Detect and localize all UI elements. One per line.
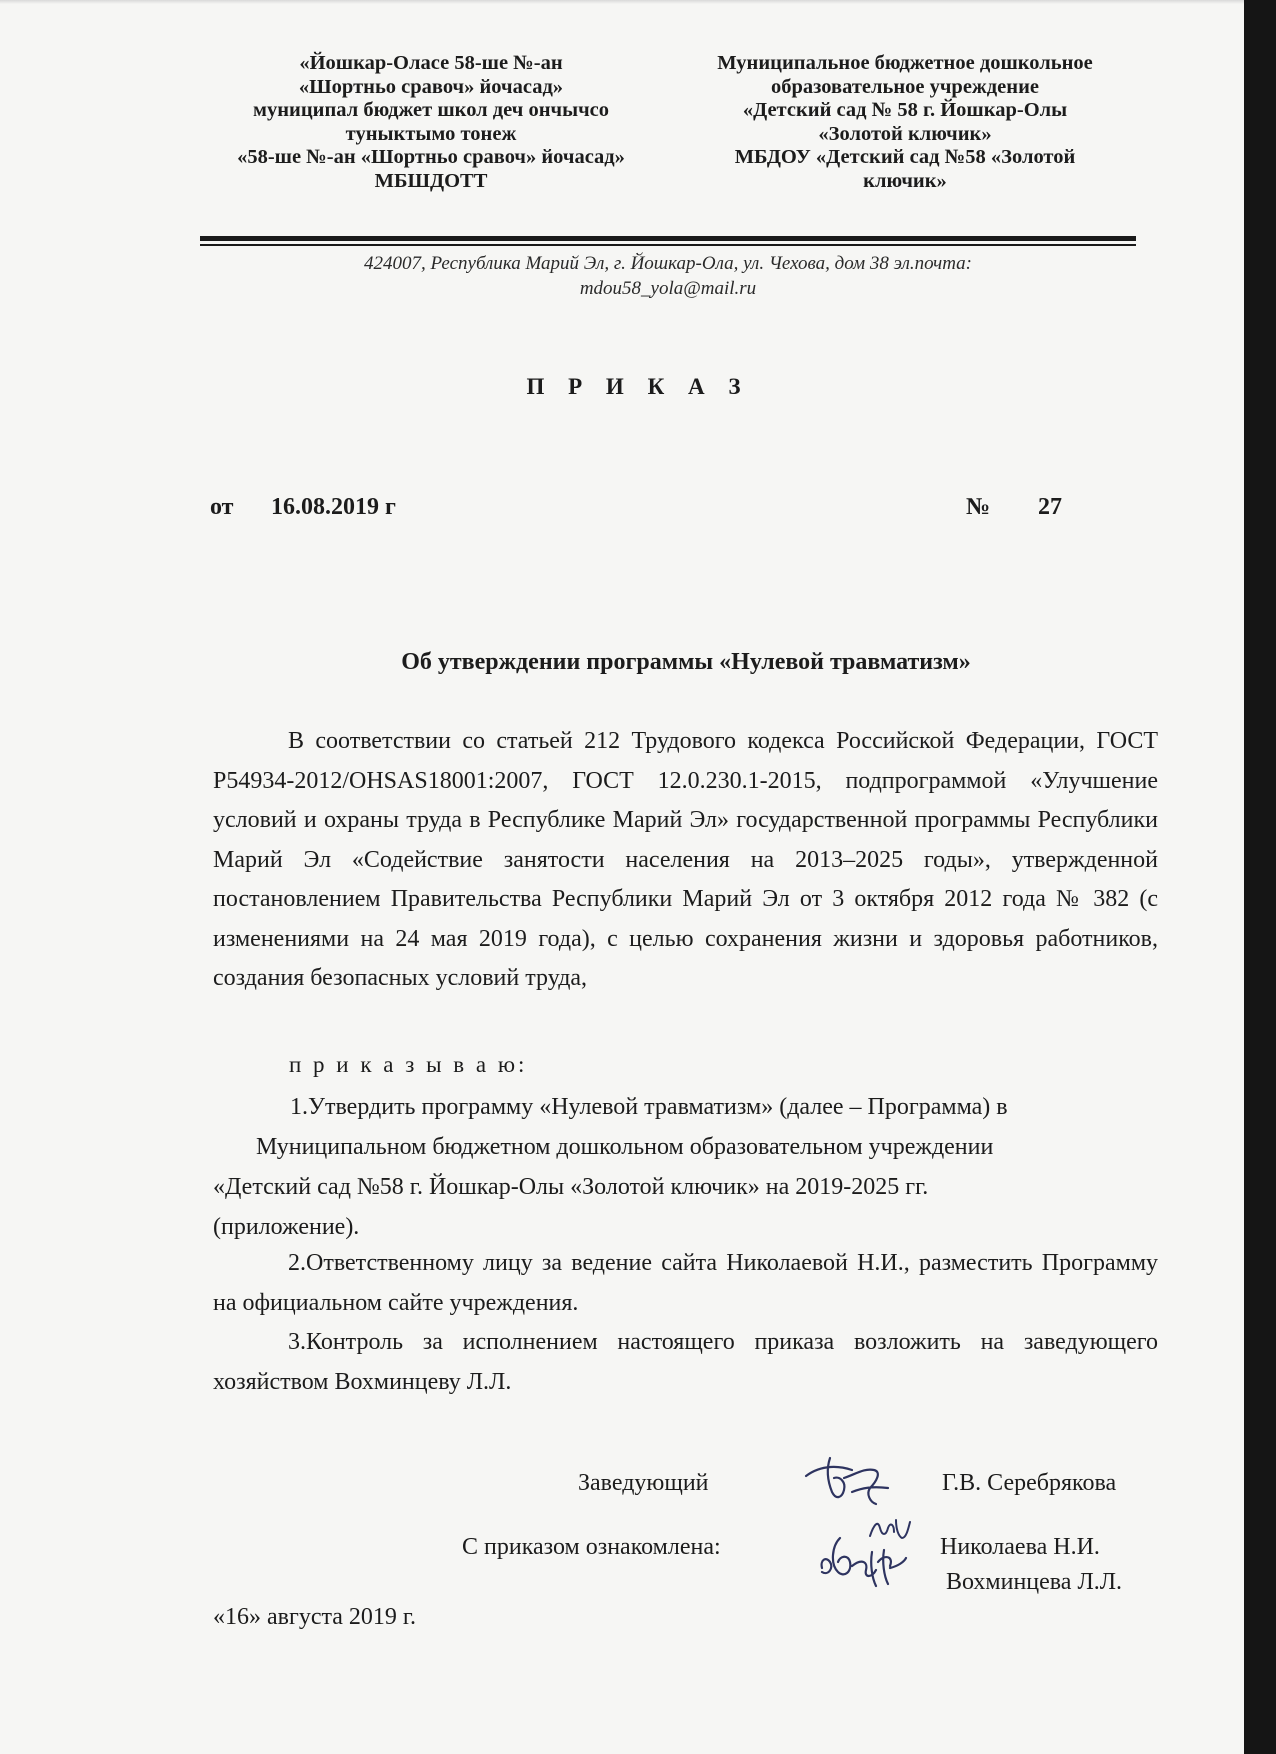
header-right-line: ключик» [863, 169, 947, 192]
order-number: 27 [1038, 494, 1062, 520]
scan-right-edge [1244, 0, 1276, 1754]
item1-line: Муниципальном бюджетном дошкольном образовательном учреждении [256, 1134, 994, 1160]
number-sign: № [966, 494, 991, 520]
document-title: П Р И К А З [526, 374, 750, 399]
item3-paragraph: 3.Контроль за исполнением настоящего приказа возложить на заведующего хозяйством Вохминцеву Л.Л. [213, 1329, 1158, 1395]
header-left-line: муниципал бюджет школ деч ончычсо [253, 99, 609, 121]
header-right-line: образовательное учреждение [771, 75, 1039, 98]
item3-block [213, 1323, 1158, 1402]
header-left-line: «Шортньо сравоч» йочасад» [298, 75, 564, 98]
second-signature-icon [810, 1532, 910, 1590]
address-line: 424007, Республика Марий Эл, г. Йошкар-Ола, ул. Чехова, дом 38 эл.почта: [364, 253, 972, 274]
preamble-block [213, 722, 1158, 999]
header-left-line: МБШДОТТ [374, 169, 488, 192]
header-right-line: МБДОУ «Детский сад №58 «Золотой [734, 146, 1076, 168]
header-right-line: «Детский сад № 58 г. Йошкар-Олы [742, 99, 1068, 121]
signature-date: «16» августа 2019 г. [213, 1604, 417, 1630]
header-left-line: «Йошкар-Оласе 58-ше №-ан [299, 52, 563, 74]
header-divider-thick [200, 236, 1136, 241]
date-prefix: от [210, 494, 234, 520]
scan-top-edge [0, 0, 1244, 4]
head-signature-icon [800, 1448, 895, 1510]
email-address: mdou58_yola@mail.ru [579, 278, 757, 299]
header-left-mari [206, 52, 656, 193]
order-word: п р и к а з ы в а ю: [289, 1052, 528, 1077]
header-left-line: туныктымо тонеж [345, 122, 517, 145]
preamble-paragraph: В соответствии со статьей 212 Трудового кодекса Российской Федерации, ГОСТ Р54934-2012/OHSAS18001:2007, ГОСТ 12.0.230.1-2015, подпрограммой «Улучшение условий и охраны труда в Республике Марий Эл» государственной программы Республики Марий Эл «Содействие занятости населения на 2013–2025 годы», утвержденной постановлением Правительства Республики Марий Эл от 3 октября 2012 года № 382 (с изменениями на 24 мая 2019 года), с целью сохранения жизни и здоровья работников, создания безопасных условий труда, [213, 728, 1158, 991]
acquainted-name: Николаева Н.И. [940, 1534, 1100, 1560]
acquainted-name: Вохминцева Л.Л. [946, 1569, 1123, 1595]
header-right-line: Муниципальное бюджетное дошкольное [717, 52, 1093, 74]
item1-line: (приложение). [213, 1214, 360, 1240]
item2-paragraph: 2.Ответственному лицу за ведение сайта Николаевой Н.И., разместить Программу на официальном сайте учреждения. [213, 1250, 1158, 1316]
header-right-russian [680, 52, 1130, 193]
item1-line: «Детский сад №58 г. Йошкар-Олы «Золотой ключик» на 2019-2025 гг. [213, 1174, 929, 1200]
item1-line: 1.Утвердить программу «Нулевой травматизм» (далее – Программа) в [290, 1094, 1008, 1120]
acquainted-label: С приказом ознакомлена: [462, 1534, 721, 1560]
order-subject: Об утверждении программы «Нулевой травматизм» [401, 649, 971, 675]
header-right-line: «Золотой ключик» [818, 122, 992, 145]
item2-block [213, 1244, 1158, 1323]
head-role: Заведующий [578, 1470, 709, 1496]
head-name: Г.В. Серебрякова [942, 1470, 1117, 1496]
address-block [200, 251, 1136, 301]
header-left-line: «58-ше №-ан «Шортньо сравоч» йочасад» [237, 146, 625, 168]
order-date: 16.08.2019 г [271, 494, 396, 520]
header-divider-thin [200, 244, 1136, 246]
